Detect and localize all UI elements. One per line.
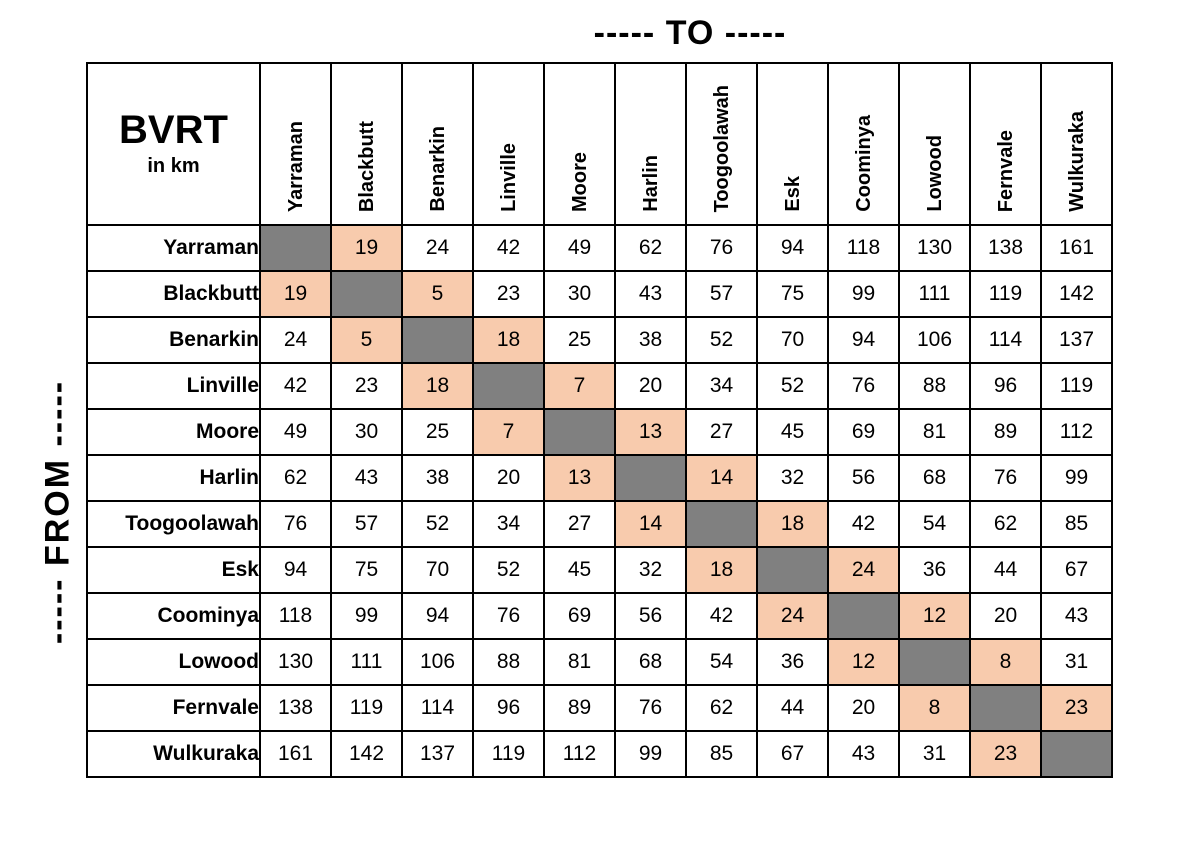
distance-cell: 43 [615, 271, 686, 317]
distance-cell: 130 [260, 639, 331, 685]
row-header-harlin: Harlin [87, 455, 260, 501]
table-row [87, 455, 1112, 501]
distance-cell: 96 [970, 363, 1041, 409]
distance-cell: 114 [970, 317, 1041, 363]
distance-cell: 76 [473, 593, 544, 639]
distance-cell: 94 [402, 593, 473, 639]
distance-cell: 42 [260, 363, 331, 409]
distance-cell: 44 [757, 685, 828, 731]
distance-cell: 36 [899, 547, 970, 593]
distance-cell: 142 [1041, 271, 1112, 317]
distance-matrix [86, 62, 1113, 778]
distance-cell: 76 [260, 501, 331, 547]
column-header-label: Wulkuraka [1065, 111, 1088, 212]
distance-cell: 62 [260, 455, 331, 501]
distance-cell: 114 [402, 685, 473, 731]
adjacent-distance-cell: 12 [828, 639, 899, 685]
column-header-blackbutt [331, 63, 402, 225]
distance-cell: 94 [757, 225, 828, 271]
distance-cell: 31 [1041, 639, 1112, 685]
row-header-benarkin: Benarkin [87, 317, 260, 363]
adjacent-distance-cell: 14 [686, 455, 757, 501]
distance-cell: 67 [757, 731, 828, 777]
distance-cell: 20 [828, 685, 899, 731]
column-header-label: Lowood [923, 135, 946, 212]
column-header-label: Harlin [639, 155, 662, 212]
column-header-label: Yarraman [284, 120, 307, 212]
unit-label: in km [147, 155, 200, 177]
table-title: BVRT [119, 108, 228, 152]
table-row [87, 593, 1112, 639]
distance-cell: 68 [615, 639, 686, 685]
column-header-esk [757, 63, 828, 225]
distance-cell: 56 [615, 593, 686, 639]
adjacent-distance-cell: 13 [544, 455, 615, 501]
diagonal-cell [757, 547, 828, 593]
distance-cell: 34 [473, 501, 544, 547]
distance-cell: 75 [331, 547, 402, 593]
from-axis-label: ----- FROM ----- [38, 379, 77, 645]
distance-cell: 69 [828, 409, 899, 455]
table-row [87, 409, 1112, 455]
distance-cell: 23 [473, 271, 544, 317]
distance-cell: 119 [970, 271, 1041, 317]
adjacent-distance-cell: 24 [757, 593, 828, 639]
distance-cell: 99 [1041, 455, 1112, 501]
distance-cell: 99 [331, 593, 402, 639]
distance-cell: 56 [828, 455, 899, 501]
row-header-blackbutt: Blackbutt [87, 271, 260, 317]
distance-cell: 81 [899, 409, 970, 455]
adjacent-distance-cell: 14 [615, 501, 686, 547]
header-row [87, 63, 1112, 225]
distance-cell: 112 [1041, 409, 1112, 455]
distance-cell: 106 [899, 317, 970, 363]
distance-cell: 49 [260, 409, 331, 455]
distance-cell: 30 [544, 271, 615, 317]
row-header-esk: Esk [87, 547, 260, 593]
distance-cell: 20 [970, 593, 1041, 639]
row-header-toogoolawah: Toogoolawah [87, 501, 260, 547]
distance-cell: 69 [544, 593, 615, 639]
adjacent-distance-cell: 12 [899, 593, 970, 639]
distance-cell: 30 [331, 409, 402, 455]
adjacent-distance-cell: 23 [970, 731, 1041, 777]
distance-cell: 138 [260, 685, 331, 731]
table-row [87, 363, 1112, 409]
distance-cell: 118 [828, 225, 899, 271]
distance-cell: 25 [544, 317, 615, 363]
distance-cell: 75 [757, 271, 828, 317]
distance-cell: 81 [544, 639, 615, 685]
distance-cell: 24 [260, 317, 331, 363]
column-header-benarkin [402, 63, 473, 225]
distance-cell: 23 [331, 363, 402, 409]
diagonal-cell [473, 363, 544, 409]
distance-cell: 99 [828, 271, 899, 317]
distance-cell: 45 [757, 409, 828, 455]
distance-cell: 57 [331, 501, 402, 547]
distance-cell: 31 [899, 731, 970, 777]
adjacent-distance-cell: 18 [686, 547, 757, 593]
adjacent-distance-cell: 8 [899, 685, 970, 731]
distance-cell: 24 [402, 225, 473, 271]
column-header-lowood [899, 63, 970, 225]
distance-cell: 44 [970, 547, 1041, 593]
distance-cell: 85 [1041, 501, 1112, 547]
distance-cell: 20 [615, 363, 686, 409]
distance-cell: 96 [473, 685, 544, 731]
adjacent-distance-cell: 7 [473, 409, 544, 455]
distance-cell: 43 [828, 731, 899, 777]
column-header-label: Toogoolawah [710, 84, 733, 212]
adjacent-distance-cell: 18 [402, 363, 473, 409]
distance-cell: 70 [757, 317, 828, 363]
distance-cell: 161 [1041, 225, 1112, 271]
table-row [87, 225, 1112, 271]
column-header-linville [473, 63, 544, 225]
distance-cell: 70 [402, 547, 473, 593]
distance-cell: 32 [615, 547, 686, 593]
adjacent-distance-cell: 5 [402, 271, 473, 317]
table-row [87, 685, 1112, 731]
distance-cell: 32 [757, 455, 828, 501]
distance-cell: 27 [544, 501, 615, 547]
column-header-coominya [828, 63, 899, 225]
distance-cell: 137 [402, 731, 473, 777]
column-header-moore [544, 63, 615, 225]
row-header-coominya: Coominya [87, 593, 260, 639]
distance-cell: 94 [260, 547, 331, 593]
column-header-label: Coominya [852, 115, 875, 212]
column-header-label: Linville [497, 143, 520, 212]
distance-cell: 25 [402, 409, 473, 455]
row-header-moore: Moore [87, 409, 260, 455]
distance-cell: 42 [686, 593, 757, 639]
adjacent-distance-cell: 5 [331, 317, 402, 363]
distance-cell: 52 [402, 501, 473, 547]
distance-cell: 57 [686, 271, 757, 317]
adjacent-distance-cell: 18 [757, 501, 828, 547]
distance-cell: 112 [544, 731, 615, 777]
column-header-label: Moore [568, 152, 591, 212]
distance-cell: 76 [970, 455, 1041, 501]
adjacent-distance-cell: 18 [473, 317, 544, 363]
diagonal-cell [331, 271, 402, 317]
column-header-label: Benarkin [426, 126, 449, 212]
adjacent-distance-cell: 13 [615, 409, 686, 455]
adjacent-distance-cell: 8 [970, 639, 1041, 685]
distance-cell: 76 [828, 363, 899, 409]
distance-cell: 38 [402, 455, 473, 501]
distance-cell: 111 [331, 639, 402, 685]
distance-cell: 118 [260, 593, 331, 639]
distance-cell: 36 [757, 639, 828, 685]
distance-cell: 142 [331, 731, 402, 777]
distance-cell: 137 [1041, 317, 1112, 363]
table-row [87, 317, 1112, 363]
distance-cell: 42 [473, 225, 544, 271]
adjacent-distance-cell: 7 [544, 363, 615, 409]
matrix-body [87, 225, 1112, 777]
diagonal-cell [899, 639, 970, 685]
distance-cell: 130 [899, 225, 970, 271]
diagonal-cell [828, 593, 899, 639]
column-header-toogoolawah [686, 63, 757, 225]
distance-cell: 54 [899, 501, 970, 547]
column-header-label: Fernvale [994, 129, 1017, 212]
distance-cell: 119 [331, 685, 402, 731]
column-header-harlin [615, 63, 686, 225]
distance-cell: 43 [1041, 593, 1112, 639]
distance-cell: 68 [899, 455, 970, 501]
diagonal-cell [544, 409, 615, 455]
distance-cell: 52 [473, 547, 544, 593]
diagonal-cell [686, 501, 757, 547]
distance-cell: 62 [615, 225, 686, 271]
corner-title-cell [87, 63, 260, 225]
distance-cell: 34 [686, 363, 757, 409]
diagonal-cell [615, 455, 686, 501]
distance-cell: 38 [615, 317, 686, 363]
distance-cell: 67 [1041, 547, 1112, 593]
distance-cell: 54 [686, 639, 757, 685]
distance-cell: 85 [686, 731, 757, 777]
row-header-lowood: Lowood [87, 639, 260, 685]
adjacent-distance-cell: 19 [260, 271, 331, 317]
row-header-fernvale: Fernvale [87, 685, 260, 731]
distance-cell: 88 [473, 639, 544, 685]
distance-cell: 49 [544, 225, 615, 271]
column-header-wulkuraka [1041, 63, 1112, 225]
diagonal-cell [970, 685, 1041, 731]
distance-cell: 76 [615, 685, 686, 731]
distance-cell: 52 [757, 363, 828, 409]
distance-cell: 161 [260, 731, 331, 777]
distance-cell: 89 [544, 685, 615, 731]
diagonal-cell [260, 225, 331, 271]
distance-cell: 119 [473, 731, 544, 777]
table-row [87, 731, 1112, 777]
distance-cell: 119 [1041, 363, 1112, 409]
distance-cell: 27 [686, 409, 757, 455]
column-header-yarraman [260, 63, 331, 225]
column-header-label: Esk [781, 176, 804, 212]
column-header-label: Blackbutt [355, 120, 378, 212]
distance-cell: 89 [970, 409, 1041, 455]
distance-cell: 88 [899, 363, 970, 409]
adjacent-distance-cell: 19 [331, 225, 402, 271]
row-header-yarraman: Yarraman [87, 225, 260, 271]
distance-cell: 62 [970, 501, 1041, 547]
diagonal-cell [402, 317, 473, 363]
distance-cell: 76 [686, 225, 757, 271]
distance-cell: 106 [402, 639, 473, 685]
distance-cell: 45 [544, 547, 615, 593]
distance-cell: 99 [615, 731, 686, 777]
distance-cell: 111 [899, 271, 970, 317]
diagonal-cell [1041, 731, 1112, 777]
adjacent-distance-cell: 23 [1041, 685, 1112, 731]
distance-cell: 94 [828, 317, 899, 363]
table-row [87, 547, 1112, 593]
distance-cell: 42 [828, 501, 899, 547]
table-row [87, 639, 1112, 685]
distance-cell: 138 [970, 225, 1041, 271]
column-header-fernvale [970, 63, 1041, 225]
distance-cell: 52 [686, 317, 757, 363]
table-row [87, 501, 1112, 547]
row-header-wulkuraka: Wulkuraka [87, 731, 260, 777]
distance-cell: 62 [686, 685, 757, 731]
distance-cell: 43 [331, 455, 402, 501]
row-header-linville: Linville [87, 363, 260, 409]
distance-cell: 20 [473, 455, 544, 501]
adjacent-distance-cell: 24 [828, 547, 899, 593]
to-axis-label: ----- TO ----- [593, 14, 787, 52]
table-row [87, 271, 1112, 317]
